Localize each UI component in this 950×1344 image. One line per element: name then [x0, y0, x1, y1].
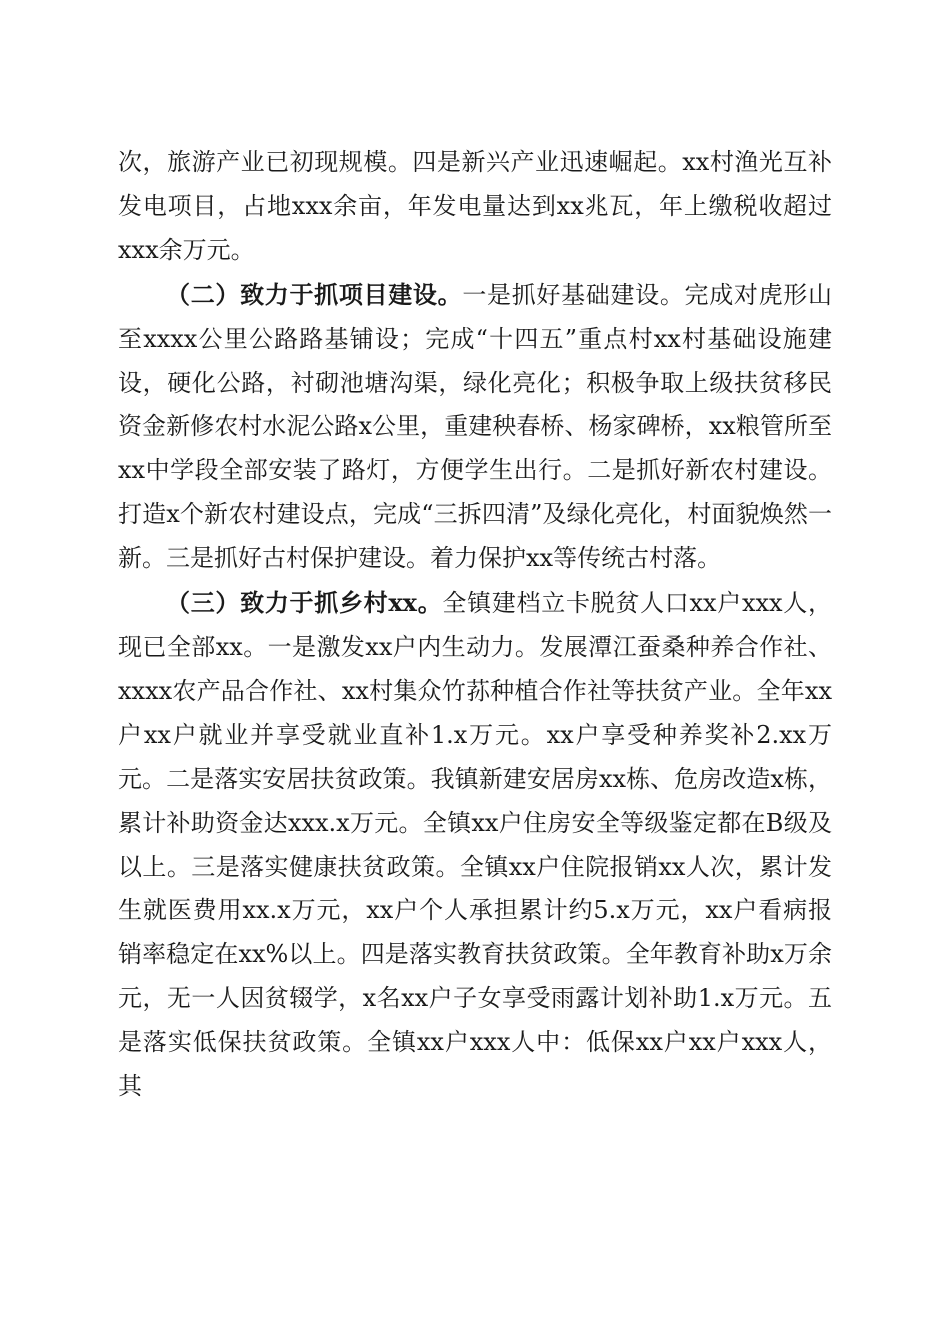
- paragraph-text: 次，旅游产业已初现规模。四是新兴产业迅速崛起。xx村渔光互补发电项目，占地xxx余亩，年发电量达到xx兆瓦，年上缴税收超过xxx余万元。: [118, 148, 832, 264]
- document-body: [118, 141, 832, 1109]
- section-heading-2: （二）致力于抓项目建设。: [166, 279, 463, 309]
- paragraph-continuation: [118, 141, 832, 273]
- paragraph-text: 全镇建档立卡脱贫人口xx户xxx人，现已全部xx。一是激发xx户内生动力。发展潭江蚕桑种养合作社、xxxx农产品合作社、xx村集众竹荪种植合作社等扶贫产业。全年xx户xx户就业并享受就业直补1.x万元。xx户享受种养奖补2.xx万元。二是落实安居扶贫政策。我镇新建安居房xx栋、危房改造x栋，累计补助资金达xxx.x万元。全镇xx户住房安全等级鉴定都在B级及以上。三是落实健康扶贫政策。全镇xx户住院报销xx人次，累计发生就医费用xx.x万元，xx户个人承担累计约5.x万元，xx户看病报销率稳定在xx%以上。四是落实教育扶贫政策。全年教育补助x万余元，无一人因贫辍学，x名xx户子女享受雨露计划补助1.x万元。五是落实低保扶贫政策。全镇xx户xxx人中：低保xx户xx户xxx人，其: [118, 589, 832, 1101]
- paragraph-project-construction: [118, 273, 832, 581]
- paragraph-text: 一是抓好基础建设。完成对虎形山至xxxx公里公路路基铺设；完成“十四五”重点村xx村基础设施建设，硬化公路，衬砌池塘沟渠，绿化亮化；积极争取上级扶贫移民资金新修农村水泥公路x公里，重建秧春桥、杨家碑桥，xx粮管所至xx中学段全部安装了路灯，方便学生出行。二是抓好新农村建设。打造x个新农村建设点，完成“三拆四清”及绿化亮化，村面貌焕然一新。三是抓好古村保护建设。着力保护xx等传统古村落。: [118, 280, 833, 573]
- section-heading-3: （三）致力于抓乡村xx。: [166, 588, 443, 618]
- paragraph-rural-poverty: [118, 581, 832, 1109]
